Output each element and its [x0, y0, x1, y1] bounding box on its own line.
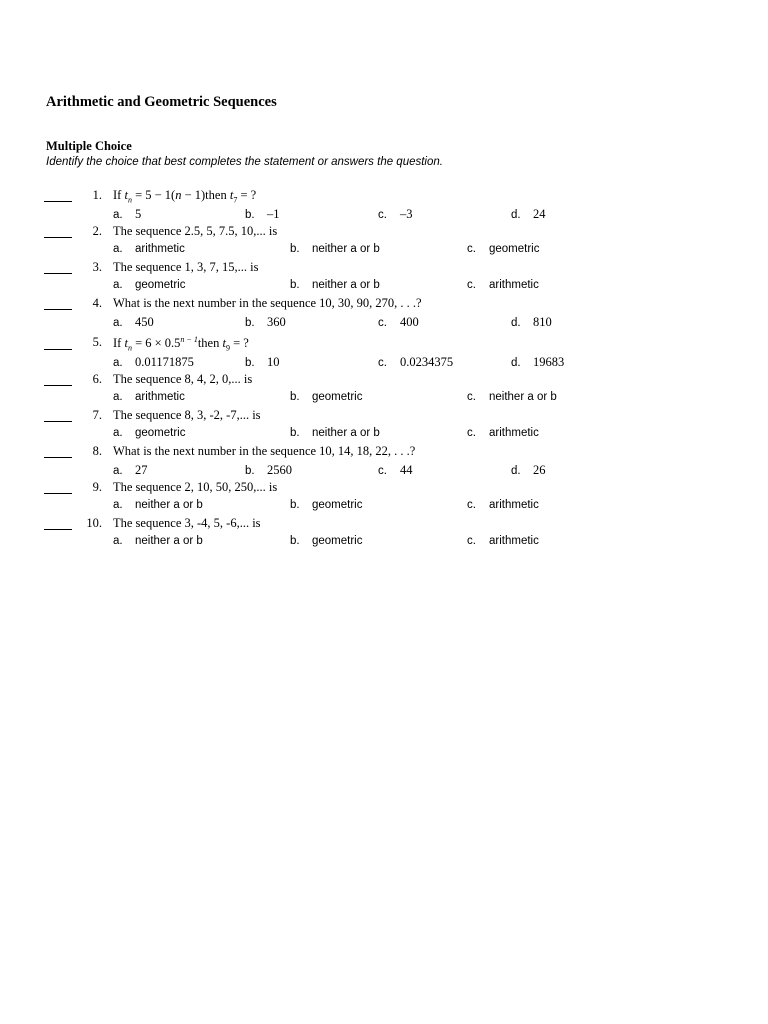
- question-1: [0, 188, 768, 224]
- choice-c: c. arithmetic: [467, 535, 539, 547]
- choice-b: b. neither a or b: [290, 427, 380, 439]
- choice-a: a. 27: [113, 463, 148, 477]
- question-list: [0, 188, 768, 552]
- question-number: 8.: [92, 444, 102, 458]
- question-stem: If $t_n = 6$ × $0.5^{n - 1}then$ $t_9$ = ?: [113, 335, 249, 353]
- answer-blank[interactable]: [44, 265, 72, 274]
- question-number: 5.: [92, 335, 102, 349]
- choice-c: c. arithmetic: [467, 427, 539, 439]
- answer-blank[interactable]: [44, 341, 72, 350]
- instructions: Identify the choice that best completes the statement or answers the question.: [46, 156, 443, 168]
- question-number: 7.: [92, 408, 102, 422]
- answer-blank[interactable]: [44, 413, 72, 422]
- question-number: 10.: [86, 516, 102, 530]
- question-10: [0, 516, 768, 552]
- question-number: 2.: [92, 224, 102, 238]
- question-number: 4.: [92, 296, 102, 310]
- question-3: [0, 260, 768, 296]
- choice-b: b. 10: [245, 355, 280, 369]
- choice-c: c. 44: [378, 463, 413, 477]
- answer-blank[interactable]: [44, 377, 72, 386]
- question-stem: The sequence 8, 3, -2, -7,... is: [113, 408, 261, 422]
- question-stem: The sequence 2.5, 5, 7.5, 10,... is: [113, 224, 278, 238]
- question-stem: The sequence 3, -4, 5, -6,... is: [113, 516, 261, 530]
- choice-b: b. 2560: [245, 463, 292, 477]
- choice-c: c. neither a or b: [467, 391, 557, 403]
- choice-b: b. geometric: [290, 391, 363, 403]
- choice-c: c. arithmetic: [467, 499, 539, 511]
- choice-d: d. 24: [511, 207, 546, 221]
- choice-a: a. arithmetic: [113, 243, 185, 255]
- choice-a: a. neither a or b: [113, 499, 203, 511]
- choice-a: a. 450: [113, 315, 154, 329]
- choice-d: d. 810: [511, 315, 552, 329]
- choice-b: b. geometric: [290, 499, 363, 511]
- choice-a: a. 0.01171875: [113, 355, 194, 369]
- question-6: [0, 372, 768, 408]
- question-9: [0, 480, 768, 516]
- choice-a: a. arithmetic: [113, 391, 185, 403]
- choice-b: b. –1: [245, 207, 280, 221]
- choice-c: c. –3: [378, 207, 413, 221]
- answer-blank[interactable]: [44, 301, 72, 310]
- choice-c: c. 0.0234375: [378, 355, 454, 369]
- choice-c: c. arithmetic: [467, 279, 539, 291]
- question-stem: What is the next number in the sequence 10, 30, 90, 270, . . .?: [113, 296, 422, 310]
- choice-d: d. 26: [511, 463, 546, 477]
- question-stem: The sequence 1, 3, 7, 15,... is: [113, 260, 259, 274]
- question-number: 6.: [92, 372, 102, 386]
- question-stem: The sequence 2, 10, 50, 250,... is: [113, 480, 278, 494]
- question-number: 1.: [92, 188, 102, 202]
- answer-blank[interactable]: [44, 485, 72, 494]
- question-number: 9.: [92, 480, 102, 494]
- answer-blank[interactable]: [44, 521, 72, 530]
- choice-b: b. geometric: [290, 535, 363, 547]
- choice-c: c. geometric: [467, 243, 540, 255]
- section-heading: Multiple Choice: [46, 139, 132, 153]
- choice-c: c. 400: [378, 315, 419, 329]
- answer-blank[interactable]: [44, 449, 72, 458]
- question-stem: The sequence 8, 4, 2, 0,... is: [113, 372, 253, 386]
- choice-a: a. geometric: [113, 427, 186, 439]
- question-7: [0, 408, 768, 444]
- question-4: [0, 296, 768, 332]
- choice-a: a. geometric: [113, 279, 186, 291]
- choice-b: b. neither a or b: [290, 279, 380, 291]
- answer-blank[interactable]: [44, 229, 72, 238]
- answer-blank[interactable]: [44, 193, 72, 202]
- choice-b: b. 360: [245, 315, 286, 329]
- page-title: Arithmetic and Geometric Sequences: [46, 94, 277, 110]
- choice-d: d. 19683: [511, 355, 565, 369]
- choice-a: a. 5: [113, 207, 142, 221]
- question-stem: What is the next number in the sequence 10, 14, 18, 22, . . .?: [113, 444, 416, 458]
- question-number: 3.: [92, 260, 102, 274]
- question-8: [0, 444, 768, 480]
- choice-b: b. neither a or b: [290, 243, 380, 255]
- choice-a: a. neither a or b: [113, 535, 203, 547]
- question-2: [0, 224, 768, 260]
- question-5: [0, 332, 768, 372]
- question-stem: If $t_n = 5 - 1(n$ − 1)then $t_7$ = ?: [113, 188, 257, 205]
